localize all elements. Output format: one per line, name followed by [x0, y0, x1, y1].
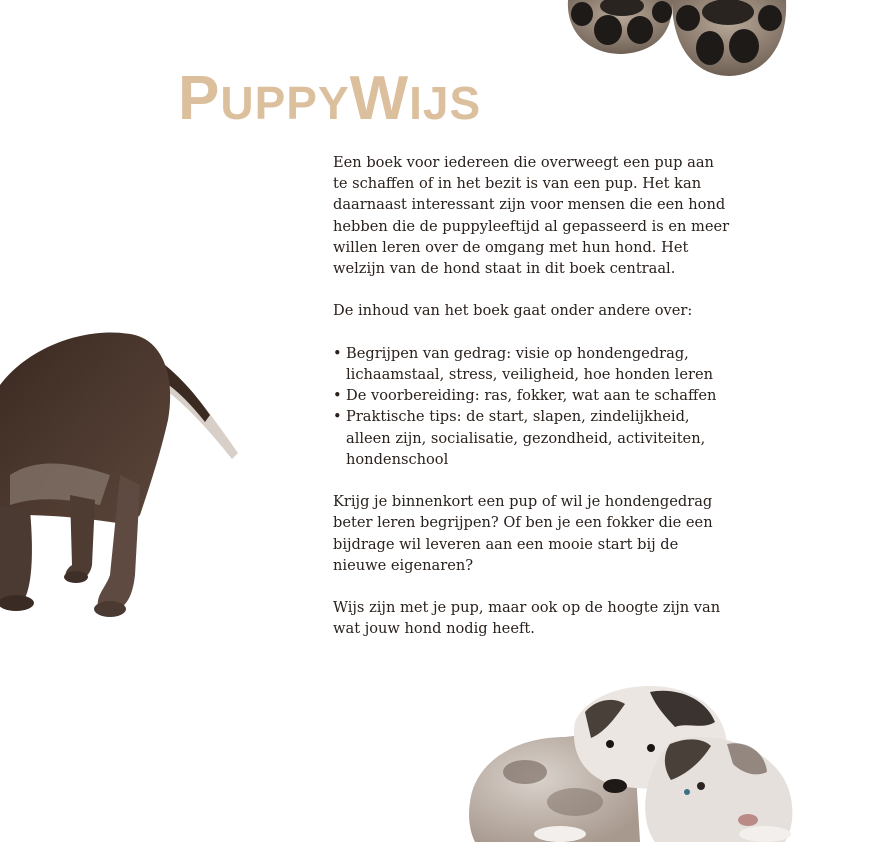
question-paragraph: Krijg je binnenkort een pup of wil je hondengedrag beter leren begrijpen? Of ben je een fokker die een bijdrage wil leveren aan een mooie start bij de nieuwe eigenaren? [333, 493, 713, 574]
list-item: • Praktische tips: de start, slapen, zindelijkheid, alleen zijn, socialisatie, gezondheid, activiteiten, hondenschool [333, 406, 733, 470]
intro-paragraph: Een boek voor iedereen die overweegt een pup aan te schaffen of in het bezit is van een pup. Het kan daarnaast interessant zijn voor mensen die een hond hebben die de puppyleeftijd al gepasseerd is en meer willen leren over de omgang met hun hond. Het welzijn van de hond staat in dit boek centraal. [333, 154, 730, 278]
title-part: UPPY [220, 77, 350, 129]
book-title [178, 64, 482, 133]
contents-lead: De inhoud van het boek gaat onder andere over: [333, 302, 693, 320]
title-part: W [349, 64, 410, 133]
title-part: P [178, 64, 221, 133]
dog-paws-photo [560, 0, 800, 82]
topics-list [333, 343, 733, 470]
title-part: IJS [409, 77, 482, 129]
list-item: • Begrijpen van gedrag: visie op hondengedrag, lichaamstaal, stress, veiligheid, hoe honden leren [333, 343, 733, 385]
two-merle-puppies-lying-photo [465, 682, 810, 847]
book-description [333, 152, 733, 661]
closing-paragraph: Wijs zijn met je pup, maar ook op de hoogte zijn van wat jouw hond nodig heeft. [333, 599, 721, 638]
brown-puppy-walking-photo [0, 325, 245, 625]
list-item: • De voorbereiding: ras, fokker, wat aan te schaffen [333, 385, 733, 406]
